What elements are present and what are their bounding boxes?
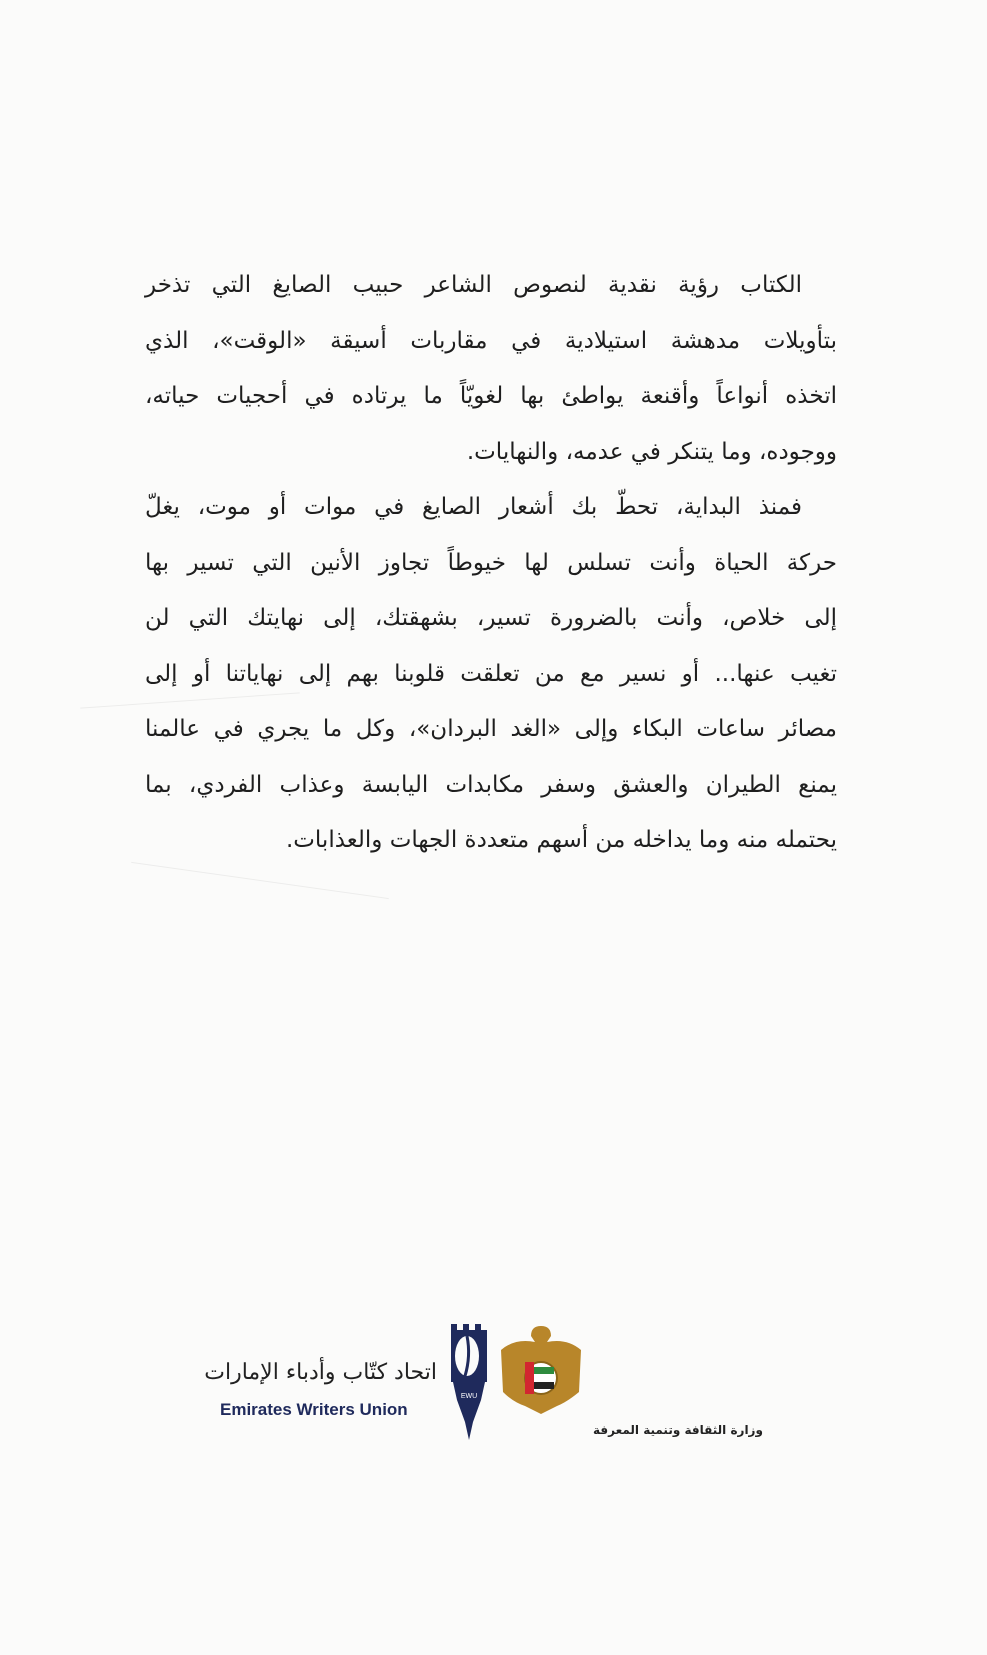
back-cover-blurb — [145, 258, 837, 869]
blurb-line: ووجوده، وما يتنكر في عدمه، والنهايات. — [466, 438, 837, 465]
ewu-english-name: Emirates Writers Union — [220, 1400, 408, 1419]
ewu-arabic-name: اتحاد كتّاب وأدباء الإمارات — [204, 1360, 437, 1385]
publisher-logos — [204, 1322, 775, 1452]
blurb-paragraph-2 — [145, 480, 837, 869]
blurb-line: إلى خلاص، وأنت بالضرورة تسير، بشهقتك، إلى نهايتك التي لن — [145, 605, 837, 631]
blurb-line: يمنع الطيران والعشق وسفر مكابدات اليابسة وعذاب الفردي، بما — [145, 771, 837, 798]
blurb-line: بتأويلات مدهشة استيلادية في مقاربات أسيقة «الوقت»، الذي — [145, 327, 837, 354]
blurb-line: اتخذه أنواعاً وأقنعة يواطئ بها لغويّاً ما يرتاده في أحجيات حياته، — [145, 383, 837, 409]
blurb-line: تغيب عنها... أو نسير مع من تعلقت قلوبنا بهم إلى نهاياتنا أو إلى — [145, 660, 837, 687]
blurb-line: فمنذ البداية، تحطّ بك أشعار الصايغ في موات أو موت، يغلّ — [145, 494, 802, 520]
ministry-name: وزارة الثقافة وتنمية المعرفة — [593, 1423, 763, 1437]
ewu-mark-text: EWU — [460, 1393, 478, 1400]
uae-eagle-emblem-icon — [497, 1322, 585, 1417]
blurb-line: الكتاب رؤية نقدية لنصوص الشاعر حبيب الصايغ التي تذخر — [145, 272, 802, 298]
blurb-line: يحتمله منه وما يداخله من أسهم متعددة الجهات والعذابات. — [285, 827, 837, 853]
blurb-paragraph-1 — [145, 258, 837, 480]
blurb-line: مصائر ساعات البكاء وإلى «الغد البردان»، وكل ما يجري في عالمنا — [145, 716, 837, 742]
ewu-pen-tower-icon — [445, 1322, 490, 1442]
blurb-line: حركة الحياة وأنت تسلس لها خيوطاً تجاوز الأنين التي تسير بها — [145, 549, 837, 576]
